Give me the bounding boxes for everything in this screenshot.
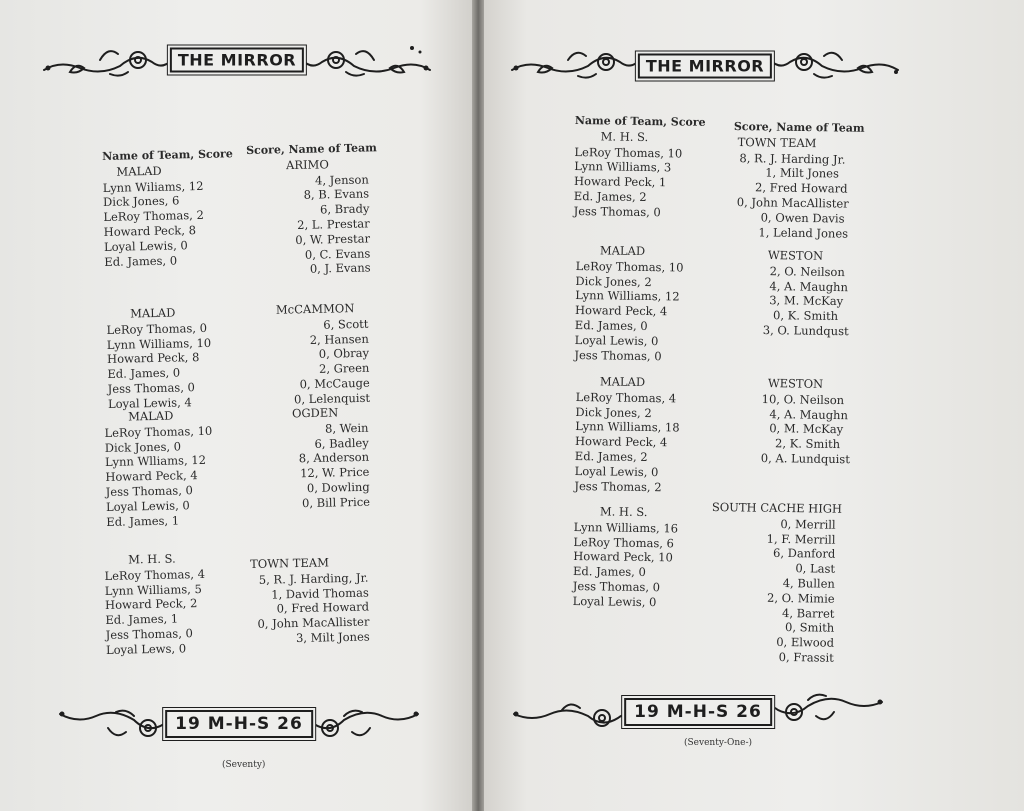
- header-title: THE MIRROR: [638, 54, 772, 79]
- game-7-opponent-block: [761, 376, 874, 467]
- game-5-home-block: [574, 114, 706, 220]
- opponent-line: 1, Leland Jones: [758, 224, 849, 241]
- game-4-opponent-block: [250, 555, 370, 647]
- opponent-line: 2, Hansen: [309, 331, 369, 347]
- opponent-line: 0, John MacAllister: [736, 195, 849, 211]
- opponent-line: 6, Danford: [773, 546, 836, 562]
- opponent-name: ARIMO: [285, 157, 329, 172]
- opponent-line: 5, R. J. Harding, Jr.: [258, 570, 369, 587]
- opponent-name: WESTON: [767, 248, 824, 263]
- player-line: Jess Thomas, 0: [105, 483, 194, 499]
- player-line: Ed. James, 1: [105, 611, 179, 628]
- opponent-line: 0, Lelenquist: [293, 390, 371, 407]
- player-line: Dick Jones, 2: [575, 273, 652, 289]
- team-name: M. H. S.: [600, 129, 649, 144]
- opponent-line: 4, A. Maughn: [769, 278, 849, 294]
- player-line: Ed. James, 0: [104, 253, 178, 269]
- opponent-line: 0, Smith: [785, 620, 835, 636]
- opponent-line: 3, M. McKay: [769, 293, 844, 309]
- player-line: Lynn Williams, 12: [575, 288, 680, 304]
- player-line: Jess Thomas, 0: [572, 578, 661, 595]
- opponent-column-header: Score, Name of Team: [246, 141, 377, 157]
- team-name: M. H. S.: [599, 504, 648, 520]
- team-name: MALAD: [599, 243, 646, 258]
- opponent-line: 10, O. Neilson: [761, 391, 845, 407]
- opponent-line: 0, J. Evans: [309, 260, 371, 277]
- header-banner-left: [40, 38, 434, 82]
- opponent-line: 3, Milt Jones: [295, 629, 370, 646]
- player-line: LeRoy Thomas, 4: [104, 566, 206, 583]
- player-line: Howard Peck, 4: [105, 468, 198, 485]
- team-name: M. H. S.: [127, 551, 176, 567]
- opponent-line: 12, W. Price: [300, 464, 370, 481]
- game-8-opponent-block: [710, 500, 843, 665]
- player-line: Ed. James, 2: [573, 188, 647, 204]
- opponent-line: 8, B. Evans: [303, 186, 370, 203]
- player-line: Dick Jones, 0: [104, 438, 182, 455]
- left-page: [0, 0, 478, 811]
- player-line: Ed. James, 1: [106, 513, 180, 529]
- player-line: Ed. James, 0: [107, 365, 181, 382]
- game-7-home-block: [574, 374, 680, 495]
- opponent-line: 8, R. J. Harding Jr.: [739, 150, 846, 167]
- opponent-line: 8, Anderson: [298, 450, 370, 466]
- player-line: Lynn Williams, 3: [574, 159, 672, 175]
- game-8-home-block: [573, 504, 679, 610]
- player-line: LeRoy Thomas, 10: [104, 423, 213, 440]
- game-1-home-block: [102, 147, 235, 269]
- opponent-name: McCAMMON: [275, 301, 355, 317]
- opponent-line: 0, Obray: [318, 346, 370, 362]
- opponent-line: 0, McCauge: [299, 375, 370, 392]
- opponent-line: 0, Elwood: [776, 635, 835, 650]
- player-line: Jess Thomas, 0: [105, 626, 194, 642]
- opponent-line: 6, Badley: [314, 435, 369, 451]
- player-line: Dick Jones, 6: [102, 193, 180, 210]
- player-line: Lynn Wiliams, 12: [102, 178, 204, 195]
- player-line: Loyal Lewis, 0: [574, 463, 659, 479]
- player-line: Howard Peck, 2: [104, 596, 198, 613]
- player-line: LeRoy Thomas, 0: [106, 320, 208, 337]
- opponent-line: 0, Bill Price: [301, 494, 371, 510]
- player-line: Dick Jones, 2: [575, 404, 652, 420]
- opponent-line: 0, Owen Davis: [760, 210, 845, 226]
- opponent-line: 6, Brady: [319, 201, 370, 217]
- opponent-line: 0, Dowling: [306, 479, 370, 496]
- opponent-line: 4, Bullen: [782, 575, 835, 591]
- player-line: Howard Peck, 1: [573, 174, 667, 190]
- opponent-name: TOWN TEAM: [250, 555, 330, 571]
- opponent-line: 8, Wein: [324, 420, 369, 436]
- opponent-line: 0, Fred Howard: [276, 599, 370, 616]
- opponent-name: WESTON: [767, 376, 824, 391]
- player-line: Howard Peck, 4: [574, 434, 668, 450]
- page-number: (Seventy): [222, 760, 266, 770]
- opponent-line: 0, Frassit: [778, 649, 834, 665]
- opponent-line: 3, O. Lundqust: [762, 322, 849, 339]
- team-name: MALAD: [599, 374, 646, 389]
- player-line: Jess Thomas, 0: [574, 347, 662, 363]
- player-line: Jess Thomas, 0: [107, 380, 196, 396]
- player-line: LeRoy Thomas, 10: [574, 144, 683, 161]
- player-line: Loyal Lewis, 0: [103, 238, 188, 254]
- player-line: Howard Peck, 8: [106, 350, 200, 367]
- player-line: Lynn Williams, 16: [573, 519, 679, 536]
- team-name: MALAD: [127, 408, 174, 424]
- opponent-line: 4, Barret: [781, 605, 835, 621]
- header-banner-right: [508, 44, 902, 88]
- opponent-name: TOWN TEAM: [737, 134, 817, 150]
- game-5-opponent-block: [732, 120, 864, 241]
- player-line: Loyal Lews, 0: [105, 641, 187, 657]
- opponent-line: 6, Scott: [323, 316, 369, 332]
- footer-title: 19 M-H-S 26: [165, 710, 313, 738]
- player-line: Lynn Williams, 18: [575, 419, 680, 435]
- player-line: Loyal Lewis, 0: [574, 332, 659, 348]
- player-line: Howard Peck, 8: [103, 223, 197, 239]
- opponent-line: 1, David Thomas: [271, 585, 369, 602]
- players-column-header: Name of Team, Score: [574, 114, 706, 129]
- opponent-line: 2, O. Mimie: [766, 590, 835, 606]
- player-line: Ed. James, 0: [572, 564, 646, 580]
- game-1-opponent-block: [246, 141, 377, 278]
- player-line: Howard Peck, 10: [573, 549, 673, 565]
- opponent-line: 0, Last: [795, 561, 836, 576]
- footer-title: 19 M-H-S 26: [624, 698, 772, 726]
- player-line: Loyal Lewis, 0: [105, 498, 190, 514]
- player-line: Howard Peck, 4: [574, 303, 668, 319]
- opponent-line: 0, John MacAllister: [257, 614, 370, 632]
- opponent-line: 0, C. Evans: [304, 246, 371, 262]
- game-6-opponent-block: [763, 248, 874, 339]
- game-3-opponent-block: [262, 405, 370, 512]
- player-line: LeRoy Thomas, 10: [575, 258, 684, 275]
- opponent-line: 0, W. Prestar: [295, 231, 371, 247]
- players-column-header: Name of Team, Score: [102, 147, 233, 163]
- player-line: Lynn Wlliams, 12: [104, 453, 207, 470]
- footer-banner-left: [56, 700, 422, 748]
- game-6-home-block: [574, 243, 683, 364]
- player-line: LeRoy Thomas, 2: [103, 208, 205, 225]
- page-number: (Seventy-One-): [684, 738, 753, 748]
- player-line: Ed. James, 0: [574, 317, 648, 333]
- opponent-line: 1, F. Merrill: [766, 531, 836, 547]
- team-name: MALAD: [129, 305, 176, 321]
- header-title: THE MIRROR: [170, 48, 304, 73]
- opponent-line: 2, Green: [318, 360, 370, 377]
- game-2-home-block: [106, 305, 213, 412]
- team-name: MALAD: [116, 163, 162, 179]
- opponent-line: 4, A. Maughn: [769, 406, 849, 422]
- player-line: Lynn Williams, 5: [104, 581, 202, 598]
- opponent-line: 2, L. Prestar: [297, 216, 370, 232]
- player-line: LeRoy Thomas, 6: [573, 534, 675, 550]
- opponent-name: OGDEN: [291, 405, 339, 421]
- right-page: [484, 0, 1024, 811]
- player-line: Loyal Lewis, 0: [572, 593, 657, 609]
- opponent-line: 2, Fred Howard: [754, 180, 848, 196]
- opponent-line: 0, K. Smith: [772, 308, 839, 324]
- game-4-home-block: [104, 551, 207, 658]
- player-line: LeRoy Thomas, 4: [575, 389, 677, 406]
- player-line: Jess Thomas, 2: [574, 478, 662, 494]
- opponent-line: 0, A. Lundquist: [760, 450, 850, 467]
- opponent-line: 2, K. Smith: [774, 436, 841, 452]
- opponent-line: 0, Merrill: [780, 516, 836, 532]
- footer-banner-right: [510, 688, 886, 736]
- opponent-name: SOUTH CACHE HIGH: [711, 500, 843, 516]
- game-3-home-block: [104, 408, 214, 530]
- player-line: Lynn Williams, 10: [106, 335, 212, 352]
- player-line: Jess Thomas, 0: [573, 203, 661, 219]
- opponent-line: 0, M. McKay: [769, 421, 844, 437]
- game-2-opponent-block: [262, 301, 370, 408]
- player-line: Ed. James, 2: [574, 448, 648, 464]
- opponent-line: 2, O. Neilson: [769, 263, 845, 279]
- opponent-column-header: Score, Name of Team: [733, 120, 865, 135]
- opponent-line: 1, Milt Jones: [765, 165, 840, 181]
- opponent-line: 4, Jenson: [314, 172, 369, 188]
- player-line: Loyal Lewis, 4: [107, 395, 192, 411]
